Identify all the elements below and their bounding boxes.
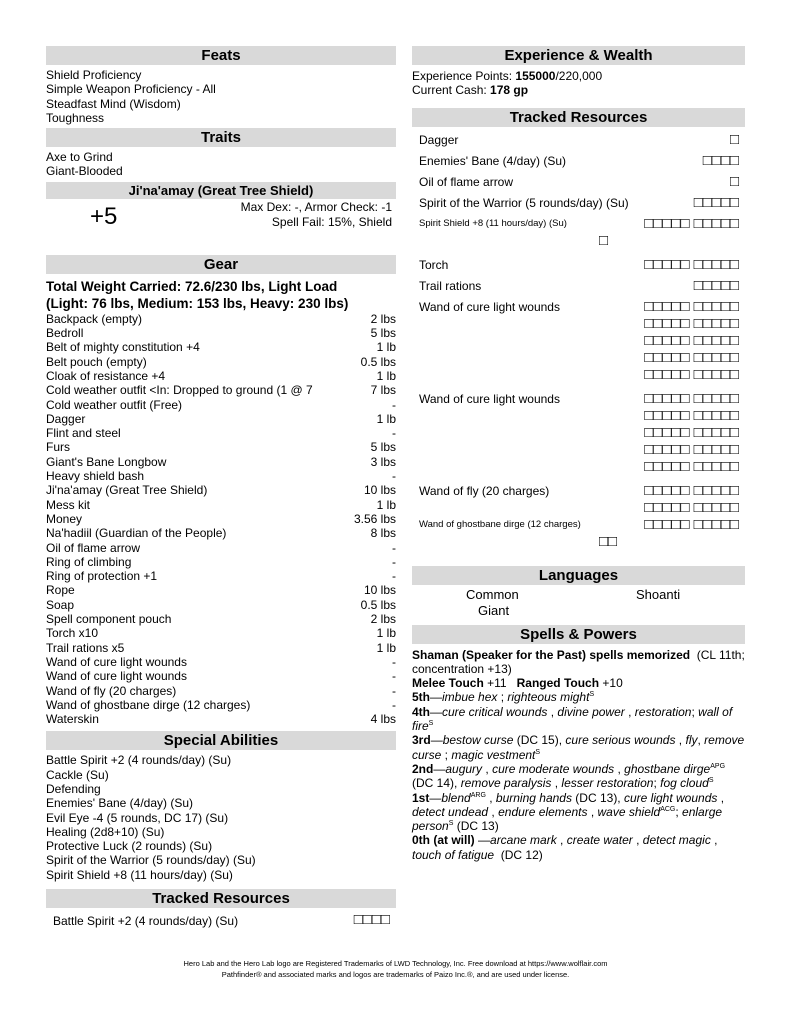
tracked-resource-checkboxes[interactable] (599, 298, 739, 383)
tracked-resources-list (412, 131, 745, 560)
gear-item-weight: - (392, 669, 396, 684)
spells-level-1: 1st—blend$^{ARG}$ , burning hands (DC 13), cure light wounds , detect undead , endure elements , wave shield$^{ACG}$; enlarge person$^S$ (DC 13) (412, 790, 725, 834)
gear-item (46, 555, 396, 569)
traits-header: Traits (46, 128, 396, 147)
gear-item-weight: 1 lb (376, 640, 396, 655)
tracked-left-boxes[interactable]: □□□□ (353, 911, 390, 929)
gear-item-weight: 1 lb (376, 368, 396, 383)
tracked-resource-checkboxes[interactable] (599, 131, 739, 148)
special-ability-item: Enemies' Bane (4/day) (Su) (46, 796, 194, 811)
gear-list (46, 312, 396, 727)
current-cash (412, 83, 745, 97)
special-ability-item: Healing (2d8+10) (Su) (46, 824, 165, 839)
tracked-resource-label: Wand of fly (20 charges) (419, 483, 550, 498)
tracked-resource-checkboxes[interactable] (599, 482, 739, 516)
tracked-resource-row (412, 152, 745, 173)
spells-level-0: 0th (at will) —arcane mark , create water , detect magic , touch of fatigue (DC 12) (412, 833, 718, 862)
right-column (412, 46, 745, 862)
gear-item-weight: - (392, 569, 396, 584)
gear-item-weight: 1 lb (376, 626, 396, 641)
tracked-resource-label: Spirit of the Warrior (5 rounds/day) (Su) (419, 195, 629, 210)
gear-item-weight: 1 lb (376, 411, 396, 426)
gear-item-name: Heavy shield bash (46, 469, 145, 484)
languages-header: Languages (412, 566, 745, 585)
gear-item-weight: 10 lbs (363, 583, 396, 598)
special-ability-item: Protective Luck (2 rounds) (Su) (46, 839, 213, 854)
cash-label: Current Cash: (412, 83, 491, 98)
gear-item-weight: 5 lbs (370, 326, 396, 341)
feats-list (46, 68, 396, 125)
tracked-resource-row (412, 131, 745, 152)
checkbox-line[interactable]: □□□□ (702, 151, 739, 169)
checkbox-line[interactable]: □□□□□ □□□□□ (644, 481, 739, 499)
tracked-resource-checkboxes[interactable] (599, 215, 739, 249)
checkbox-line[interactable]: □□ (599, 532, 618, 550)
tracked-resource-label: Trail rations (419, 278, 482, 293)
gear-item (46, 698, 396, 712)
gear-item (46, 383, 396, 397)
tracked-left-row (46, 908, 396, 928)
gear-header: Gear (46, 255, 396, 274)
checkbox-line[interactable]: □□□□□ □□□□□ (644, 423, 739, 441)
checkbox-line[interactable]: □□□□□ □□□□□ (644, 440, 739, 458)
experience-points (412, 69, 745, 83)
gear-item (46, 583, 396, 597)
language-item: Giant (478, 602, 510, 618)
gear-item-name: Belt of mighty constitution +4 (46, 340, 200, 355)
gear-item-weight: 2 lbs (370, 311, 396, 326)
footer-line1: Hero Lab and the Hero Lab logo are Registered Trademarks of LWD Technology, Inc. Free download at https://www.wolflair.com (183, 959, 608, 968)
tracked-resource-checkboxes[interactable] (599, 516, 739, 550)
tracked-resource-checkboxes[interactable] (599, 173, 739, 190)
gear-item (46, 712, 396, 726)
checkbox-line[interactable]: □ (599, 231, 609, 249)
gear-item (46, 426, 396, 440)
gear-item-name: Wand of fly (20 charges) (46, 683, 177, 698)
gear-item-weight: 10 lbs (363, 483, 396, 498)
gear-item (46, 398, 396, 412)
gear-item-weight: - (392, 540, 396, 555)
left-column (46, 46, 396, 928)
gear-item-name: Wand of ghostbane dirge (12 charges) (46, 697, 251, 712)
checkbox-line[interactable]: □□□□□ (693, 193, 739, 211)
gear-item (46, 498, 396, 512)
gear-total-weight (46, 278, 396, 312)
tracked-resource-label: Enemies' Bane (4/day) (Su) (419, 153, 567, 168)
gear-item-weight: - (392, 426, 396, 441)
gear-item-weight: 0.5 lbs (360, 354, 396, 369)
special-ability-item: Defending (46, 781, 101, 796)
checkbox-line[interactable]: □□□□□ (693, 276, 739, 294)
gear-item (46, 669, 396, 683)
feat-item: Simple Weapon Proficiency - All (46, 82, 216, 97)
gear-item (46, 440, 396, 454)
checkbox-line[interactable]: □□□□□ □□□□□ (644, 214, 739, 232)
tracked-resources-left-header: Tracked Resources (46, 889, 396, 908)
special-abilities-header: Special Abilities (46, 731, 396, 750)
gear-item (46, 455, 396, 469)
gear-item (46, 326, 396, 340)
spells-level-4: 4th—cure critical wounds , divine power , restoration; wall of fire$^S$ (412, 704, 733, 734)
gear-item (46, 412, 396, 426)
gear-item-weight: 3 lbs (370, 454, 396, 469)
feat-item: Shield Proficiency (46, 68, 142, 82)
gear-item (46, 526, 396, 540)
checkbox-line[interactable]: □□□□□ □□□□□ (644, 348, 739, 366)
gear-item (46, 512, 396, 526)
gear-item-name: Furs (46, 440, 70, 455)
gear-item (46, 569, 396, 583)
shield-info-line2: Spell Fail: 15%, Shield (271, 214, 392, 229)
checkbox-line[interactable]: □□□□□ □□□□□ (644, 314, 739, 332)
gear-item-name: Rope (46, 583, 75, 598)
tracked-resource-label: Torch (419, 257, 449, 272)
tracked-resource-row (412, 277, 745, 298)
tracked-resource-row (412, 482, 745, 516)
shield-bonus: +5 (90, 202, 118, 230)
spells-block (412, 648, 745, 862)
gear-item (46, 541, 396, 555)
tracked-resource-checkboxes[interactable] (599, 194, 739, 211)
feats-header: Feats (46, 46, 396, 65)
checkbox-line[interactable]: □□□□□ □□□□□ (644, 331, 739, 349)
trait-item: Giant-Blooded (46, 164, 123, 179)
gear-item (46, 598, 396, 612)
tracked-resource-checkboxes[interactable] (599, 256, 739, 273)
gear-item-name: Na'hadiil (Guardian of the People) (46, 526, 227, 541)
gear-total-line2: (Light: 76 lbs, Medium: 153 lbs, Heavy: 230 lbs) (46, 295, 349, 311)
gear-item-name: Oil of flame arrow (46, 540, 141, 555)
footer-line2: Pathfinder® and associated marks and logos are trademarks of Paizo Inc.®, and are used under license. (221, 970, 570, 979)
xp-label: Experience Points: (412, 69, 516, 83)
languages-block (412, 585, 745, 619)
spells-level-3: 3rd—bestow curse (DC 15), cure serious wounds , fly, remove curse ; magic vestment$^S$ (412, 733, 745, 762)
spells-level-2: 2nd—augury , cure moderate wounds , ghostbane dirge$^{APG}$ (DC 14), remove paralysis , lesser restoration; fog cloud$^S$ (412, 761, 726, 791)
gear-item-weight: 1 lb (376, 340, 396, 355)
tracked-left-label: Battle Spirit +2 (4 rounds/day) (Su) (53, 914, 239, 929)
special-ability-item: Cackle (Su) (46, 767, 109, 782)
shield-block (46, 199, 396, 245)
spells-caster-line: Shaman (Speaker for the Past) spells memorized (CL 11th; concentration +13) (412, 647, 745, 676)
gear-item-weight: - (392, 469, 396, 484)
gear-item-name: Ji'na'amay (Great Tree Shield) (46, 483, 208, 498)
tracked-resource-label: Wand of cure light wounds (419, 299, 560, 314)
gear-item-name: Backpack (empty) (46, 311, 143, 326)
gear-item-weight: - (392, 683, 396, 698)
gear-item-name: Wand of cure light wounds (46, 669, 187, 684)
gear-item-weight: 5 lbs (370, 440, 396, 455)
tracked-resource-label: Dagger (419, 132, 459, 147)
tracked-resource-label: Wand of ghostbane dirge (12 charges) (419, 518, 581, 530)
gear-item-weight: - (392, 654, 396, 669)
tracked-resource-row (412, 516, 745, 560)
gear-item (46, 355, 396, 369)
traits-list (46, 150, 396, 179)
checkbox-line[interactable]: □ (729, 172, 739, 190)
language-item: Common (466, 586, 519, 602)
special-ability-item: Battle Spirit +2 (4 rounds/day) (Su) (46, 753, 232, 768)
gear-item-name: Mess kit (46, 497, 91, 512)
experience-header: Experience & Wealth (412, 46, 745, 65)
tracked-resource-row (412, 298, 745, 390)
gear-item-name: Flint and steel (46, 426, 121, 441)
tracked-resources-header: Tracked Resources (412, 108, 745, 127)
special-ability-item: Evil Eye -4 (5 rounds, DC 17) (Su) (46, 810, 229, 825)
gear-item-name: Money (46, 511, 83, 526)
spells-header: Spells & Powers (412, 625, 745, 644)
feat-item: Steadfast Mind (Wisdom) (46, 96, 181, 111)
gear-item-name: Trail rations x5 (46, 640, 125, 655)
gear-item (46, 684, 396, 698)
gear-item (46, 641, 396, 655)
gear-item-weight: - (392, 697, 396, 712)
checkbox-line[interactable]: □□□□□ □□□□□ (644, 255, 739, 273)
gear-item-weight: - (392, 397, 396, 412)
shield-info (241, 200, 392, 230)
feat-item: Toughness (46, 110, 105, 125)
spells-touch-line: Melee Touch +11 Ranged Touch +10 (412, 676, 623, 691)
checkbox-line[interactable]: □□□□□ □□□□□ (644, 406, 739, 424)
gear-item (46, 626, 396, 640)
gear-item-weight: 8 lbs (370, 526, 396, 541)
checkbox-line[interactable]: □□□□□ □□□□□ (644, 365, 739, 383)
checkbox-line[interactable]: □□□□□ □□□□□ (644, 515, 739, 533)
tracked-resource-row (412, 215, 745, 256)
gear-item-weight: 4 lbs (370, 712, 396, 727)
gear-item (46, 655, 396, 669)
special-ability-item: Spirit Shield +8 (11 hours/day) (Su) (46, 867, 233, 882)
gear-item-name: Belt pouch (empty) (46, 354, 147, 369)
gear-item-weight: 0.5 lbs (360, 597, 396, 612)
gear-item (46, 469, 396, 483)
gear-item-name: Wand of cure light wounds (46, 654, 187, 669)
xp-value: 155000 (515, 69, 556, 83)
gear-item-name: Ring of climbing (46, 554, 132, 569)
gear-item (46, 483, 396, 497)
gear-item-name: Dagger (46, 411, 86, 426)
tracked-resource-label: Spirit Shield +8 (11 hours/day) (Su) (419, 217, 567, 229)
cash-value: 178 gp (490, 83, 529, 98)
gear-item-name: Cold weather outfit <In: Dropped to ground (1 @ 7 (46, 383, 313, 398)
gear-item-name: Cold weather outfit (Free) (46, 397, 183, 412)
tracked-resource-row (412, 173, 745, 194)
gear-item-name: Torch x10 (46, 626, 99, 641)
gear-item-name: Soap (46, 597, 75, 612)
gear-item-weight: 3.56 lbs (353, 511, 396, 526)
gear-item (46, 340, 396, 354)
gear-item-name: Cloak of resistance +4 (46, 368, 166, 383)
checkbox-line[interactable]: □ (729, 130, 739, 148)
gear-total-line1: Total Weight Carried: 72.6/230 lbs, Light Load (46, 278, 338, 294)
xp-max: /220,000 (555, 69, 603, 83)
special-abilities-list (46, 753, 396, 882)
gear-item (46, 369, 396, 383)
gear-item-weight: - (392, 554, 396, 569)
special-ability-item: Spirit of the Warrior (5 rounds/day) (Su) (46, 853, 256, 868)
gear-item-name: Giant's Bane Longbow (46, 454, 167, 469)
footer (0, 958, 791, 980)
tracked-resource-row (412, 194, 745, 215)
tracked-resource-checkboxes[interactable] (599, 277, 739, 294)
gear-item-name: Ring of protection +1 (46, 569, 158, 584)
tracked-resource-checkboxes[interactable] (599, 152, 739, 169)
gear-item-weight: 1 lb (376, 497, 396, 512)
gear-item-weight: 7 lbs (370, 383, 396, 398)
shield-info-line1: Max Dex: -, Armor Check: -1 (240, 199, 392, 214)
checkbox-line[interactable]: □□□□□ □□□□□ (644, 297, 739, 315)
tracked-resource-label: Wand of cure light wounds (419, 391, 560, 406)
gear-item-name: Waterskin (46, 712, 99, 727)
gear-item-weight: 2 lbs (370, 612, 396, 627)
shield-header: Ji'na'amay (Great Tree Shield) (46, 182, 396, 199)
tracked-resource-checkboxes[interactable] (599, 390, 739, 475)
checkbox-line[interactable]: □□□□□ □□□□□ (644, 498, 739, 516)
tracked-resource-label: Oil of flame arrow (419, 174, 514, 189)
gear-item (46, 612, 396, 626)
spells-level-5: 5th—imbue hex ; righteous might$^S$ (412, 690, 595, 705)
gear-item (46, 312, 396, 326)
tracked-resource-row (412, 256, 745, 277)
trait-item: Axe to Grind (46, 150, 113, 165)
checkbox-line[interactable]: □□□□□ □□□□□ (644, 389, 739, 407)
language-item: Shoanti (636, 586, 681, 602)
gear-item-name: Bedroll (46, 326, 84, 341)
gear-item-name: Spell component pouch (46, 612, 172, 627)
checkbox-line[interactable]: □□□□□ □□□□□ (644, 457, 739, 475)
tracked-resource-row (412, 390, 745, 482)
